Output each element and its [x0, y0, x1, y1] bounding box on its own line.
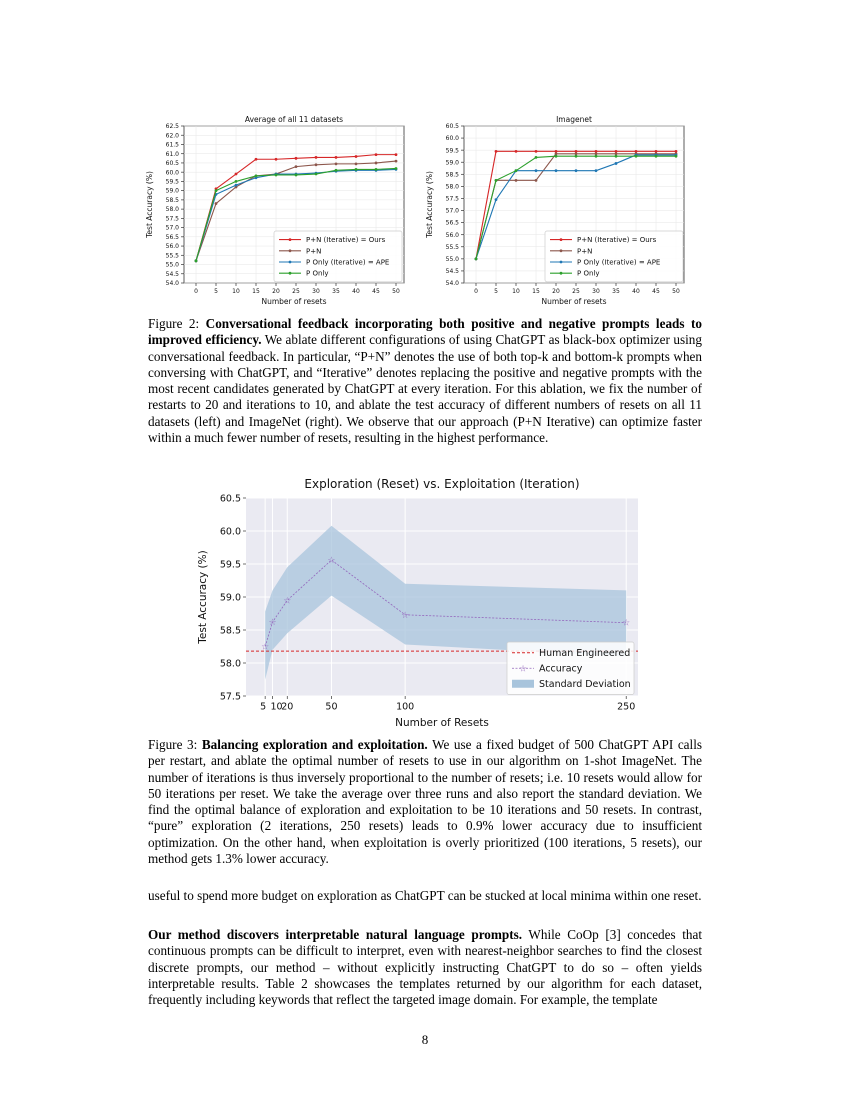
chart1-ytick-label-3: 55.5: [445, 243, 459, 251]
chart1-xtick-label-7: 35: [612, 288, 620, 295]
chart1-series-3-point-6: [595, 155, 598, 158]
chart1-legend-label-2: P Only (Iterative) = APE: [577, 258, 661, 267]
chart0-series-0-point-8: [355, 155, 358, 158]
chart1-series-2-point-6: [595, 169, 598, 172]
chart2-xtick-label-2: 20: [281, 701, 294, 713]
chart0-xtick-label-4: 20: [272, 288, 280, 295]
figure2-caption-text: We ablate different configurations of using ChatGPT as black-box optimizer using conversational feedback. In particular, “P+N” denotes the use of both top-k and bottom-k prompts when conversing with ChatGPT, and “Iterative” denotes replacing the positive and negative prompts with the most recent candidates generated by ChatGPT at every iteration. For this ablation, we fix the number of restarts to 20 and iterations to 10, and ablate the test accuracy of different numbers of resets on all 11 datasets (left) and ImageNet (right). We observe that our approach (P+N Iterative) can optimize faster within a much fewer number of resets, resulting in the highest performance.: [148, 332, 702, 446]
chart0-series-0-point-10: [395, 153, 398, 156]
chart2-ytick-label-3: 59.0: [219, 592, 241, 604]
chart2-xlabel: Number of Resets: [395, 717, 489, 729]
chart1-ytick-label-7: 57.5: [445, 195, 459, 203]
figure2-left-chart: [140, 108, 410, 308]
chart2-series-0-point-1: ☆: [268, 618, 277, 629]
chart2-xtick-label-5: 250: [617, 701, 636, 713]
chart0-series-0-point-9: [375, 153, 378, 156]
chart1-series-0-point-3: [535, 150, 538, 153]
chart1-series-3-point-1: [495, 179, 498, 182]
chart0-ytick-label-11: 59.5: [165, 178, 179, 186]
chart1-title: Imagenet: [556, 115, 592, 124]
chart1-series-1-point-2: [515, 179, 518, 182]
chart1-xtick-label-4: 20: [552, 288, 560, 295]
chart0-legend-marker-3: [289, 272, 292, 275]
figure2-right-svg: [420, 108, 690, 308]
body-paragraph-2-text: While CoOp [3] concedes that continuous prompts can be difficult to interpret, even with nearest-neighbor searches to find the closest discrete prompts, our method – without explicitly instructing ChatGPT to do so – often yields interpretable results. Table 2 showcases the templates returned by our algorithm for each dataset, frequently including keywords that reflect the targeted image domain. For example, the template: [148, 927, 703, 1008]
figure3-svg: [190, 470, 660, 730]
chart1-series-2-point-3: [535, 169, 538, 172]
chart1-series-0-point-6: [595, 150, 598, 153]
chart1-ytick-label-10: 59.0: [445, 159, 459, 167]
chart0-ytick-label-7: 57.5: [165, 215, 179, 223]
chart1-series-3-point-8: [635, 155, 638, 158]
chart2-series-0-point-5: ☆: [622, 618, 631, 629]
chart0-xtick-label-7: 35: [332, 288, 340, 295]
chart0-legend-label-2: P Only (Iterative) = APE: [306, 258, 390, 267]
chart1-xtick-label-0: 0: [474, 288, 478, 295]
chart0-legend-marker-1: [289, 249, 292, 252]
chart0-series-3-point-9: [375, 168, 378, 171]
chart2-ytick-label-2: 58.5: [219, 625, 241, 637]
chart0-series-3-point-7: [335, 169, 338, 172]
chart1-xtick-label-8: 40: [632, 288, 640, 295]
chart1-xtick-label-5: 25: [572, 288, 580, 295]
chart2-series-0-point-2: ☆: [283, 596, 292, 607]
chart0-ytick-label-14: 61.0: [165, 150, 179, 158]
chart0-series-0-point-7: [335, 156, 338, 159]
chart0-series-3-point-4: [275, 174, 278, 177]
chart2-legend-marker-1: ☆: [518, 664, 528, 675]
chart0-xtick-label-6: 30: [312, 288, 320, 295]
chart2-xtick-label-4: 100: [396, 701, 415, 713]
chart1-xtick-label-9: 45: [652, 288, 660, 295]
chart0-ytick-label-13: 60.5: [165, 160, 179, 168]
chart0-ytick-label-16: 62.0: [165, 132, 179, 140]
chart1-legend-label-1: P+N: [577, 247, 593, 256]
figure3-caption-label: Figure 3:: [148, 737, 202, 752]
chart1-series-3-point-5: [575, 155, 578, 158]
chart0-ytick-label-15: 61.5: [165, 141, 179, 149]
chart0-xtick-label-10: 50: [392, 288, 400, 295]
chart0-ytick-label-1: 54.5: [165, 270, 179, 278]
chart0-xlabel: Number of resets: [261, 297, 327, 306]
chart0-legend-marker-0: [289, 238, 292, 241]
page-number: 8: [421, 1032, 429, 1047]
chart0-series-1-point-8: [355, 162, 358, 165]
chart0-series-3-point-8: [355, 168, 358, 171]
chart2-series-0-point-3: ☆: [327, 556, 336, 567]
chart0-series-3-point-2: [235, 180, 238, 183]
chart0-xtick-label-3: 15: [252, 288, 260, 295]
chart1-ytick-label-12: 60.0: [445, 135, 459, 143]
chart1-xtick-label-10: 50: [672, 288, 680, 295]
chart1-ytick-label-4: 56.0: [445, 231, 459, 239]
chart0-series-1-point-7: [335, 162, 338, 165]
chart0-legend-marker-2: [289, 261, 292, 264]
chart1-series-0-point-5: [575, 150, 578, 153]
chart1-legend-marker-1: [560, 249, 563, 252]
chart2-legend-label-2: Standard Deviation: [539, 679, 631, 691]
chart1-xlabel: Number of resets: [541, 297, 607, 306]
chart2-legend: [507, 642, 634, 695]
chart1-ytick-label-5: 56.5: [445, 219, 459, 227]
chart0-series-1-point-5: [295, 165, 298, 168]
chart0-series-3-point-10: [395, 167, 398, 170]
chart2-xtick-label-1: 10: [270, 701, 283, 713]
figure3-caption: [148, 737, 702, 867]
chart2-legend-label-0: Human Engineered: [539, 648, 631, 660]
chart0-ytick-label-0: 54.0: [165, 280, 179, 288]
chart1-series-0-point-10: [675, 150, 678, 153]
chart1-series-0-point-8: [635, 150, 638, 153]
chart0-series-3-point-3: [255, 174, 258, 177]
chart0-series-0-point-2: [235, 173, 238, 176]
chart2-ylabel: Test Accuracy (%): [197, 550, 209, 644]
figure3-caption-bold: Balancing exploration and exploitation.: [201, 737, 428, 752]
chart1-legend-label-3: P Only: [577, 269, 600, 278]
chart1-legend-marker-0: [560, 238, 563, 241]
chart0-series-0-point-5: [295, 157, 298, 160]
chart1-ytick-label-9: 58.5: [445, 171, 459, 179]
chart1-legend-label-0: P+N (Iterative) = Ours: [577, 236, 657, 245]
chart1-ytick-label-1: 54.5: [445, 268, 459, 276]
chart0-series-3-point-5: [295, 174, 298, 177]
chart2-xtick-label-3: 50: [325, 701, 338, 713]
chart1-ytick-label-2: 55.0: [445, 255, 459, 263]
chart0-ytick-label-6: 57.0: [165, 224, 179, 232]
chart2-series-0-point-4: ☆: [401, 610, 410, 621]
chart1-ytick-label-11: 59.5: [445, 147, 459, 155]
chart1-legend-marker-3: [560, 272, 563, 275]
chart1-series-3-point-3: [535, 156, 538, 159]
chart0-title: Average of all 11 datasets: [244, 115, 344, 124]
chart0-legend-label-1: P+N: [306, 247, 322, 256]
chart0-ytick-label-5: 56.5: [165, 233, 179, 241]
chart0-series-1-point-6: [315, 163, 318, 166]
chart0-ytick-label-3: 55.5: [165, 252, 179, 260]
chart0-xtick-label-0: 0: [194, 288, 198, 295]
chart1-ylabel: Test Accuracy (%): [425, 171, 434, 238]
chart0-ytick-label-17: 62.5: [165, 123, 179, 131]
chart1-ytick-label-13: 60.5: [445, 123, 459, 131]
chart0-series-1-point-1: [215, 202, 218, 205]
chart0-legend: [274, 231, 402, 282]
chart0-ylabel: Test Accuracy (%): [145, 171, 154, 238]
chart1-series-0-point-4: [555, 150, 558, 153]
chart1-series-1-point-5: [575, 152, 578, 155]
figure3-caption-text: We use a fixed budget of 500 ChatGPT API calls per restart, and ablate the optimal number of resets to use in our algorithm on 1-shot ImageNet. The number of iterations is thus inversely proportional to the number of resets; i.e. 10 resets would allow for 50 iterations per reset. We take the average over three runs and also report the standard deviation. We find the optimal balance of exploration and exploitation to be 10 iterations and 50 resets. In contrast, “pure” exploration (2 iterations, 250 resets) leads to 0.9% lower accuracy due to insufficient optimization. On the other hand, when exploitation is overly prioritized (100 iterations, 5 resets), our method gets 1.3% lower accuracy.: [148, 737, 702, 867]
chart1-legend: [545, 231, 683, 282]
chart1-series-0-point-1: [495, 150, 498, 153]
chart1-series-3-point-9: [655, 155, 658, 158]
chart0-series-0-point-6: [315, 156, 318, 159]
chart1-xtick-label-6: 30: [592, 288, 600, 295]
chart0-ytick-label-10: 59.0: [165, 187, 179, 195]
chart1-xtick-label-3: 15: [532, 288, 540, 295]
figure2-caption: [148, 316, 702, 446]
chart2-legend-label-1: Accuracy: [539, 663, 583, 675]
figure3-chart: [190, 470, 660, 730]
chart2-ytick-label-6: 60.5: [219, 493, 241, 505]
chart1-series-0-point-9: [655, 150, 658, 153]
chart0-ytick-label-12: 60.0: [165, 169, 179, 177]
chart1-legend-marker-2: [560, 261, 563, 264]
chart0-legend-label-3: P Only: [306, 269, 329, 278]
chart0-ytick-label-2: 55.0: [165, 261, 179, 269]
chart0-ytick-label-9: 58.5: [165, 196, 179, 204]
chart0-xtick-label-1: 5: [214, 288, 218, 295]
chart1-series-3-point-2: [515, 169, 518, 172]
chart0-legend-label-0: P+N (Iterative) = Ours: [306, 236, 386, 245]
chart2-series-0-point-0: ☆: [261, 642, 270, 653]
chart0-xtick-label-9: 45: [372, 288, 380, 295]
chart0-xtick-label-5: 25: [292, 288, 300, 295]
chart1-xtick-label-2: 10: [512, 288, 520, 295]
chart1-series-3-point-7: [615, 155, 618, 158]
chart0-ytick-label-4: 56.0: [165, 243, 179, 251]
chart1-xtick-label-1: 5: [494, 288, 498, 295]
chart1-series-1-point-3: [535, 179, 538, 182]
chart1-series-2-point-1: [495, 198, 498, 201]
chart0-xtick-label-8: 40: [352, 288, 360, 295]
figure2-left-svg: [140, 108, 410, 308]
chart0-xtick-label-2: 10: [232, 288, 240, 295]
chart2-ytick-label-0: 57.5: [219, 691, 241, 703]
chart2-ytick-label-1: 58.0: [219, 658, 241, 670]
body-paragraph-2-bold: Our method discovers interpretable natural language prompts.: [148, 927, 523, 942]
chart1-series-0-point-2: [515, 150, 518, 153]
chart0-series-1-point-10: [395, 160, 398, 163]
chart1-series-1-point-6: [595, 152, 598, 155]
chart1-series-1-point-7: [615, 152, 618, 155]
chart2-legend-handle-2: [512, 680, 534, 688]
chart0-series-3-point-1: [215, 189, 218, 192]
chart0-series-0-point-4: [275, 158, 278, 161]
chart1-series-3-point-0: [475, 257, 478, 260]
chart2-ytick-label-5: 60.0: [219, 526, 241, 538]
chart0-series-3-point-6: [315, 173, 318, 176]
chart1-series-0-point-7: [615, 150, 618, 153]
chart1-series-1-point-4: [555, 152, 558, 155]
figure2-caption-bold: Conversational feedback incorporating both positive and negative prompts leads to improved efficiency.: [148, 316, 702, 348]
chart1-ytick-label-0: 54.0: [445, 280, 459, 288]
chart1-series-2-point-7: [615, 162, 618, 165]
chart1-ytick-label-8: 58.0: [445, 183, 459, 191]
chart0-series-1-point-9: [375, 162, 378, 165]
chart0-series-3-point-0: [195, 259, 198, 262]
chart1-series-2-point-4: [555, 169, 558, 172]
chart1-series-3-point-10: [675, 155, 678, 158]
figure2-caption-label: Figure 2:: [148, 316, 206, 331]
body-paragraph-1: useful to spend more budget on exploration as ChatGPT can be stucked at local minima within one reset.: [148, 888, 702, 903]
chart0-series-0-point-3: [255, 158, 258, 161]
chart1-series-2-point-5: [575, 169, 578, 172]
figure2-right-chart: [420, 108, 690, 308]
chart2-title: Exploration (Reset) vs. Exploitation (Iteration): [304, 477, 580, 491]
chart2-ytick-label-4: 59.5: [219, 559, 241, 571]
chart2-xtick-label-0: 5: [260, 701, 267, 713]
body-paragraph-2: [148, 927, 702, 1008]
chart1-series-3-point-4: [555, 155, 558, 158]
chart1-ytick-label-6: 57.0: [445, 207, 459, 215]
chart0-series-2-point-2: [235, 184, 238, 187]
chart0-ytick-label-8: 58.0: [165, 206, 179, 214]
